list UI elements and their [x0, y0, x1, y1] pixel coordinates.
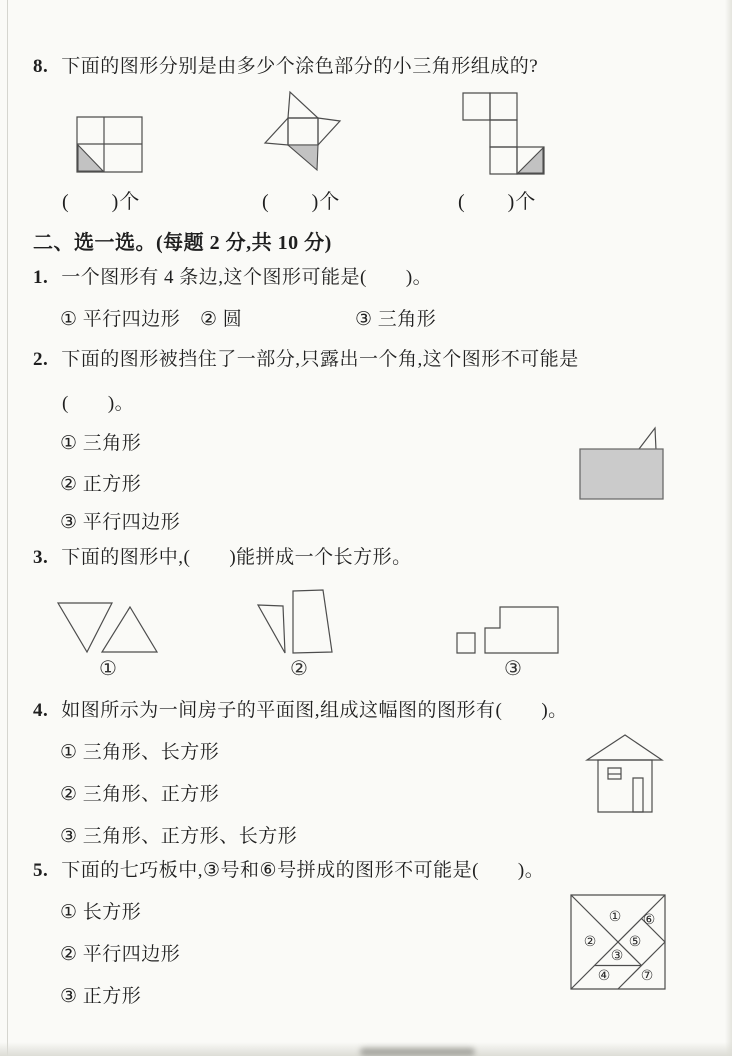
question-5-stem [33, 858, 544, 884]
question-2-stem [33, 347, 579, 373]
q8-answer-blank-3: ( )个 [458, 191, 537, 213]
question-5-number: 5. [33, 860, 49, 881]
tangram-piece-label-4: ④ [597, 968, 611, 984]
question-3-text: 下面的图形中,( )能拼成一个长方形。 [61, 547, 412, 568]
tangram-piece-label-6: ⑥ [642, 912, 656, 928]
question-1-text: 一个图形有 4 条边,这个图形可能是( )。 [61, 267, 433, 288]
question-1-stem [33, 265, 432, 291]
q3-figure-1-two-triangles [50, 595, 165, 660]
q3-figure-3-square-notched-rect [450, 600, 575, 660]
house-door [633, 778, 643, 812]
q4-option-2: ② 三角形、正方形 [60, 784, 220, 805]
page-edge-line-left [7, 0, 8, 1056]
q8-figure-pinwheel [258, 86, 346, 176]
tangram-piece-label-1: ① [608, 909, 622, 925]
shaded-triangle [288, 145, 318, 170]
tangram-piece-label-5: ⑤ [628, 934, 642, 950]
q3-figure-label-3: ③ [504, 658, 522, 680]
q8-figure-grid-square [76, 116, 144, 174]
q8-answer-blank-2: ( )个 [262, 191, 341, 213]
question-4-number: 4. [33, 700, 49, 721]
section-title: 二、选一选。(每题 2 分,共 10 分) [33, 232, 332, 254]
question-8-number: 8. [33, 56, 49, 77]
gray-cover-rectangle [580, 449, 663, 499]
q4-option-3: ③ 三角形、正方形、长方形 [60, 826, 298, 847]
q2-option-1: ① 三角形 [60, 433, 142, 454]
house-body-square [598, 760, 652, 812]
question-4-stem [33, 698, 568, 724]
house-roof-triangle [587, 735, 662, 760]
tangram-piece-label-2: ② [583, 934, 597, 950]
q1-option-1: ① 平行四边形 [60, 309, 181, 330]
q3-figure-label-1: ① [99, 658, 117, 680]
shaded-triangle [518, 148, 543, 173]
question-4-text: 如图所示为一间房子的平面图,组成这幅图的图形有( )。 [61, 700, 568, 721]
q1-option-2: ② 圆 [200, 309, 243, 330]
q8-figure-zigzag-squares [462, 92, 548, 178]
q5-figure-tangram [570, 894, 666, 990]
question-8-stem [33, 54, 538, 80]
question-5-text: 下面的七巧板中,③号和⑥号拼成的图形不可能是( )。 [61, 860, 545, 881]
q5-option-2: ② 平行四边形 [60, 944, 181, 965]
question-8-text: 下面的图形分别是由多少个涂色部分的小三角形组成的? [61, 56, 539, 77]
q4-option-1: ① 三角形、长方形 [60, 742, 220, 763]
q8-answer-blank-1: ( )个 [62, 191, 141, 213]
page-edge-shadow-right [725, 0, 732, 1056]
q5-option-1: ① 长方形 [60, 902, 142, 923]
question-2-text-line2: ( )。 [62, 393, 135, 414]
question-3-stem [33, 545, 412, 571]
question-2-text-line1: 下面的图形被挡住了一部分,只露出一个角,这个图形不可能是 [61, 349, 579, 370]
question-1-number: 1. [33, 267, 49, 288]
q2-figure-covered-shape [575, 424, 670, 506]
q3-figure-label-2: ② [290, 658, 308, 680]
q2-option-3: ③ 平行四边形 [60, 512, 181, 533]
q3-figure-2-triangle-trapezoid [250, 583, 342, 661]
q1-option-3: ③ 三角形 [355, 309, 437, 330]
question-2-number: 2. [33, 349, 49, 370]
q2-option-2: ② 正方形 [60, 474, 142, 495]
question-3-number: 3. [33, 547, 49, 568]
peeking-corner [639, 428, 656, 450]
shaded-triangle [78, 145, 103, 171]
q4-figure-house [582, 730, 667, 816]
q5-option-3: ③ 正方形 [60, 986, 142, 1007]
tangram-piece-label-7: ⑦ [640, 968, 654, 984]
scan-smudge [360, 1048, 475, 1056]
tangram-piece-label-3: ③ [610, 948, 624, 964]
